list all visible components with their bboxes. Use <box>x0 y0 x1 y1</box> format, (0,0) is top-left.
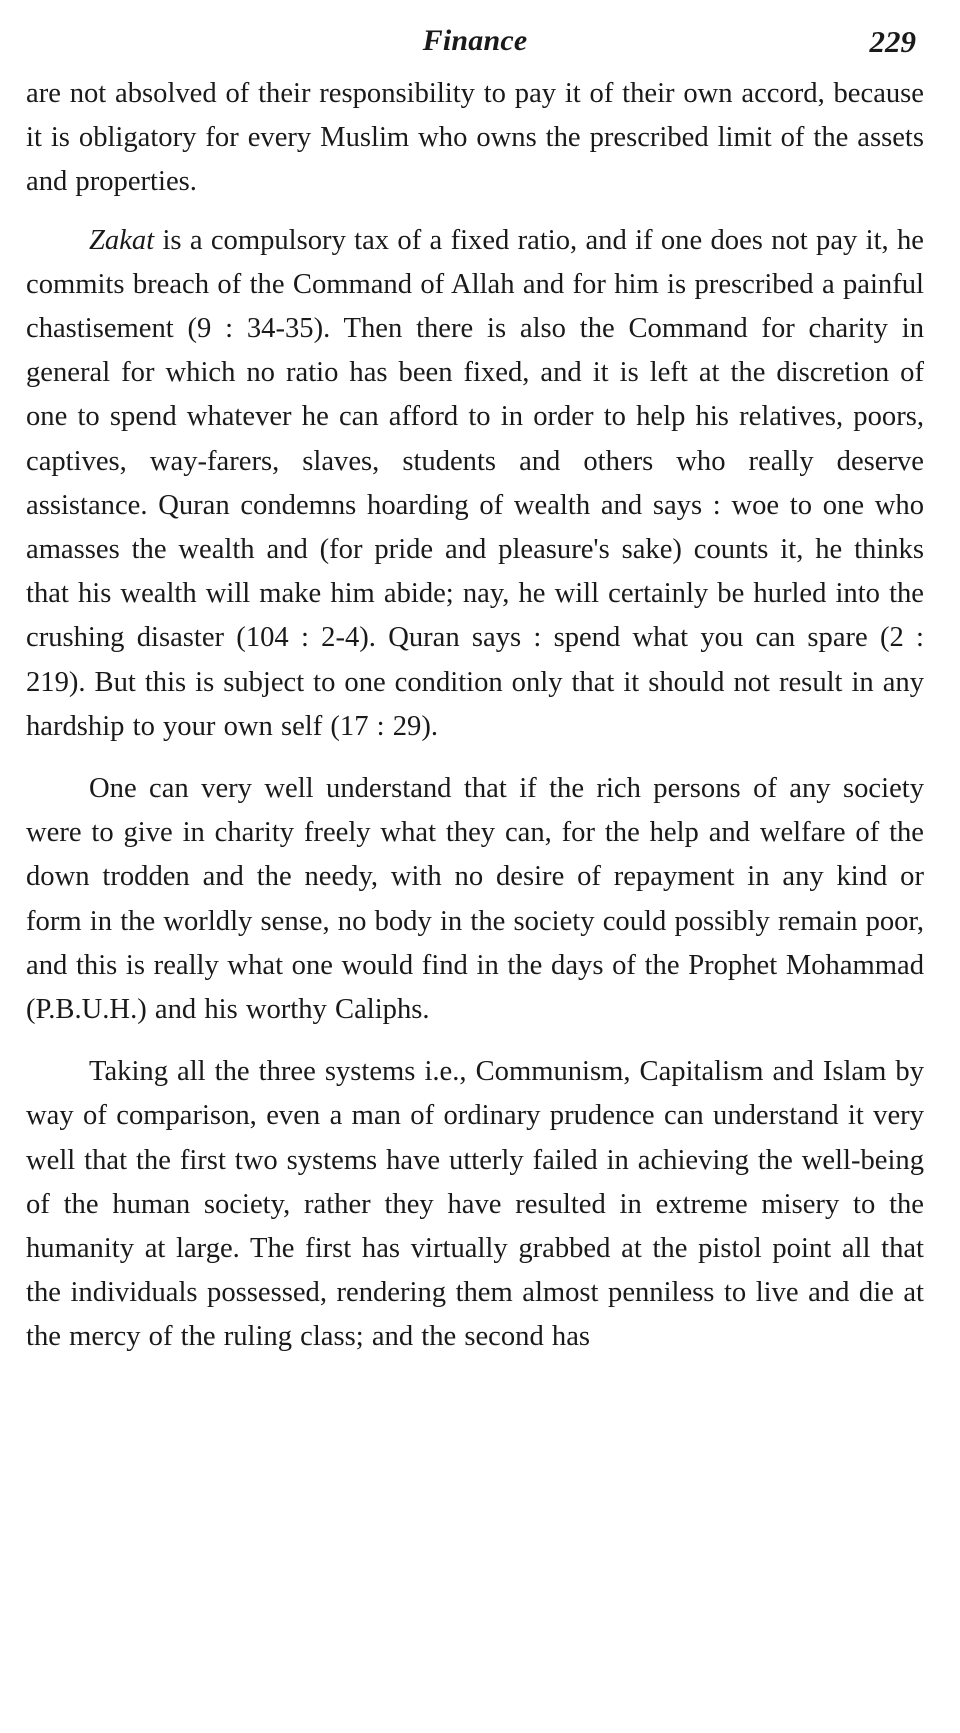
paragraph-3: One can very well understand that if the rich persons of any society were to give in charity freely what they can, for the help and welfare of the down trodden and the needy, with no desire of repayment in any kind or form in the worldly sense, no body in the society could possibly remain poor, and this is really what one would find in the days of the Prophet Mohammad (P.B.U.H.) and his worthy Caliphs. <box>26 773 924 1026</box>
zakat-term: Zakat <box>89 224 155 256</box>
running-head: Finance <box>422 24 528 57</box>
page-header <box>26 22 924 66</box>
paragraph-1: are not absolved of their responsibility to pay it of their own accord, because it is obligatory for every Muslim who owns the prescribed limit of the assets and properties. <box>26 78 924 198</box>
paragraph-4: Taking all the three systems i.e., Communism, Capitalism and Islam by way of comparison, even a man of ordinary prudence can understand it very well that the first two systems have utterly failed in achieving the well-being of the human society, rather they have resulted in extreme misery to the humanity at large. The first has virtually grabbed at the pistol point all that the individuals possessed, rendering them almost penniless to live and die at the mercy of the ruling class; and the second has <box>26 1056 924 1353</box>
page-number: 229 <box>869 24 916 59</box>
paragraph-2 <box>26 219 924 749</box>
body-text <box>26 72 924 1360</box>
paragraph-2-text: is a compulsory tax of a fixed ratio, and if one does not pay it, he commits breach of the Command of Allah and for him is prescribed a painful chastisement (9 : 34-35). Then there is also the Command for charity in general for which no ratio has been fixed, and it is left at the discretion of one to spend whatever he can afford to in order to help his relatives, poors, captives, way-farers, slaves, students and others who really deserve assistance. Quran condemns hoarding of wealth and says : woe to one who amasses the wealth and (for pride and pleasure's sake) counts it, he thinks that his wealth will make him abide; nay, he will certainly be hurled into the crushing disaster (104 : 2-4). Quran says : spend what you can spare (2 : 219). But this is subject to one condition only that it should not result in any hardship to your own self (17 : 29). <box>26 224 924 742</box>
